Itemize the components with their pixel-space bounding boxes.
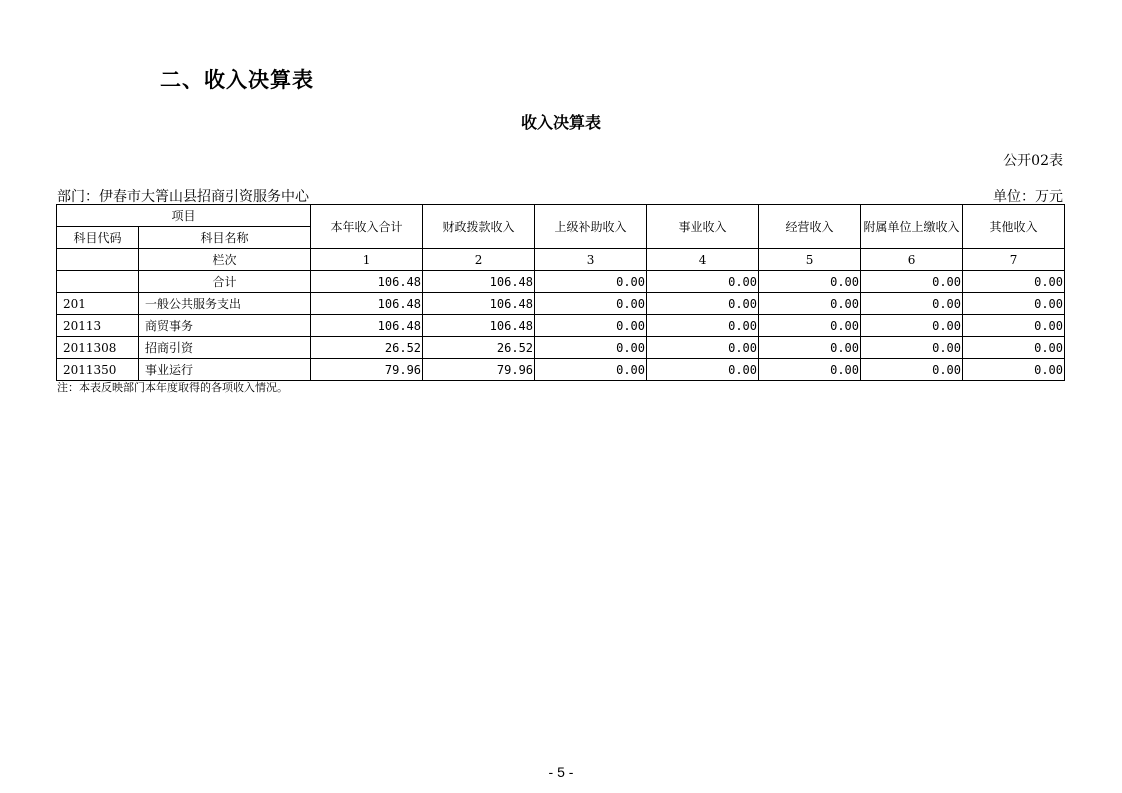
- column-number: 3: [535, 249, 647, 271]
- column-number: 1: [311, 249, 423, 271]
- column-index-row: [57, 249, 1065, 271]
- row-code: 201: [57, 293, 139, 315]
- row-value: 106.48: [423, 293, 535, 315]
- row-value: 0.00: [963, 337, 1065, 359]
- row-value: 0.00: [535, 293, 647, 315]
- row-value: 0.00: [963, 293, 1065, 315]
- header-col-2: 财政拨款收入: [423, 205, 535, 249]
- header-col-5: 经营收入: [759, 205, 861, 249]
- row-code: 2011308: [57, 337, 139, 359]
- table-row: [57, 315, 1065, 337]
- row-value: 0.00: [963, 315, 1065, 337]
- column-number: 4: [647, 249, 759, 271]
- total-value: 0.00: [963, 271, 1065, 293]
- row-name: 一般公共服务支出: [139, 293, 311, 315]
- row-value: 79.96: [311, 359, 423, 381]
- total-value: 106.48: [423, 271, 535, 293]
- row-value: 0.00: [861, 359, 963, 381]
- total-label: 合计: [139, 271, 311, 293]
- row-value: 0.00: [963, 359, 1065, 381]
- total-value: 0.00: [861, 271, 963, 293]
- row-value: 0.00: [647, 293, 759, 315]
- row-code: 20113: [57, 315, 139, 337]
- row-value: 0.00: [861, 315, 963, 337]
- unit-label: 单位：万元: [993, 189, 1063, 205]
- row-value: 0.00: [647, 315, 759, 337]
- column-number: 5: [759, 249, 861, 271]
- row-value: 26.52: [423, 337, 535, 359]
- form-number: 公开02表: [1003, 153, 1063, 169]
- header-item: 项目: [57, 205, 311, 227]
- column-index-label: 栏次: [139, 249, 311, 271]
- empty-cell: [57, 271, 139, 293]
- empty-cell: [57, 249, 139, 271]
- header-col-3: 上级补助收入: [535, 205, 647, 249]
- department-label: 部门：伊春市大箐山县招商引资服务中心: [57, 189, 309, 205]
- total-row: [57, 271, 1065, 293]
- row-value: 79.96: [423, 359, 535, 381]
- total-value: 0.00: [647, 271, 759, 293]
- row-code: 2011350: [57, 359, 139, 381]
- column-number: 2: [423, 249, 535, 271]
- row-value: 0.00: [759, 315, 861, 337]
- row-value: 106.48: [423, 315, 535, 337]
- total-value: 0.00: [759, 271, 861, 293]
- table-note: 注：本表反映部门本年度取得的各项收入情况。: [57, 381, 288, 394]
- row-value: 106.48: [311, 315, 423, 337]
- column-number: 6: [861, 249, 963, 271]
- table-row: [57, 359, 1065, 381]
- header-col-1: 本年收入合计: [311, 205, 423, 249]
- row-value: 0.00: [535, 315, 647, 337]
- row-name: 招商引资: [139, 337, 311, 359]
- row-name: 商贸事务: [139, 315, 311, 337]
- row-value: 0.00: [759, 359, 861, 381]
- row-value: 0.00: [861, 293, 963, 315]
- total-value: 0.00: [535, 271, 647, 293]
- header-row-1: [57, 205, 1065, 227]
- column-number: 7: [963, 249, 1065, 271]
- header-col-6: 附属单位上缴收入: [861, 205, 963, 249]
- row-value: 26.52: [311, 337, 423, 359]
- income-table: [56, 204, 1065, 381]
- row-value: 0.00: [647, 359, 759, 381]
- row-value: 0.00: [535, 337, 647, 359]
- row-value: 106.48: [311, 293, 423, 315]
- table-title: 收入决算表: [520, 113, 601, 132]
- page-number: - 5 -: [548, 764, 574, 780]
- header-col-4: 事业收入: [647, 205, 759, 249]
- table-row: [57, 293, 1065, 315]
- section-title: 二、收入决算表: [160, 68, 314, 92]
- header-col-7: 其他收入: [963, 205, 1065, 249]
- total-value: 106.48: [311, 271, 423, 293]
- header-name: 科目名称: [139, 227, 311, 249]
- row-value: 0.00: [535, 359, 647, 381]
- row-value: 0.00: [759, 337, 861, 359]
- row-value: 0.00: [647, 337, 759, 359]
- table-row: [57, 337, 1065, 359]
- row-name: 事业运行: [139, 359, 311, 381]
- header-code: 科目代码: [57, 227, 139, 249]
- row-value: 0.00: [861, 337, 963, 359]
- row-value: 0.00: [759, 293, 861, 315]
